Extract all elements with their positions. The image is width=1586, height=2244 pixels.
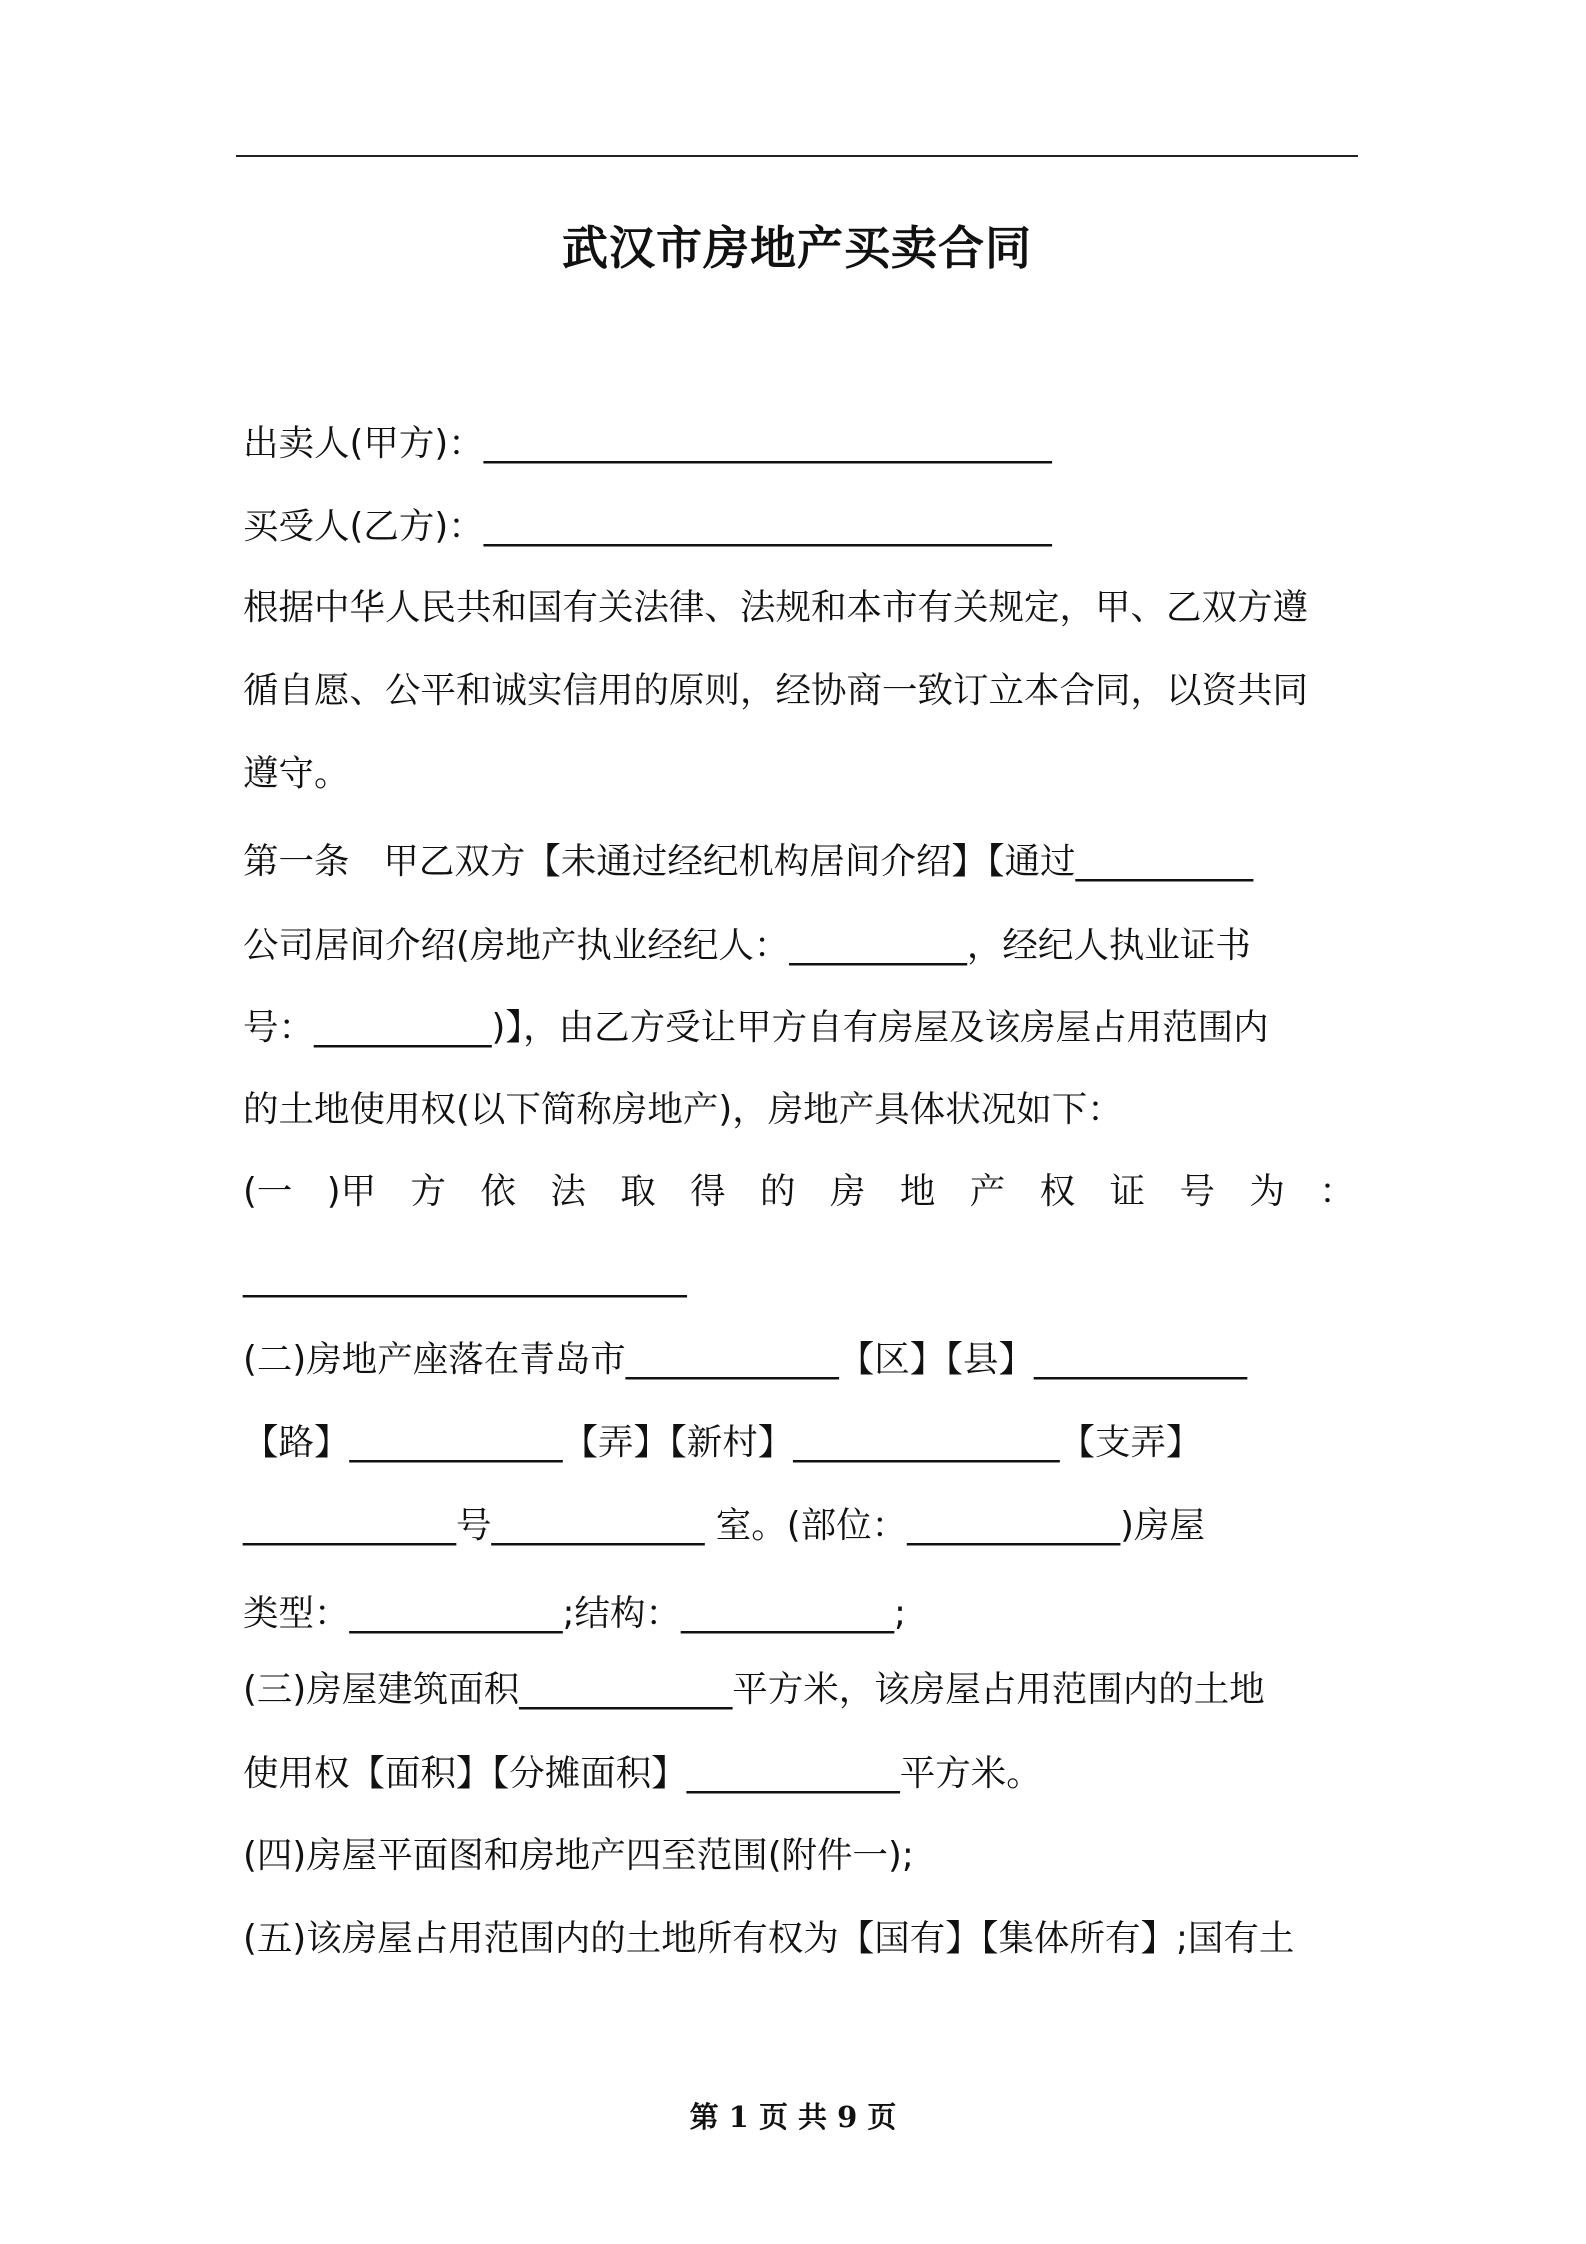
item1-char: ： — [1319, 1171, 1355, 1212]
item3-line-2: 使用权【面积】【分摊面积】____________平方米。 — [243, 1753, 1042, 1794]
item1-char: 权 — [1039, 1171, 1076, 1212]
item1-char: 得 — [690, 1171, 726, 1212]
preamble-line-1: 根据中华人民共和国有关法律、法规和本市有关规定，甲、乙双方遵 — [243, 587, 1309, 628]
page-number: 第 1 页 共 9 页 — [689, 2100, 897, 2134]
item2-line-2: 【路】____________【弄】【新村】_______________【支弄】 — [243, 1422, 1202, 1463]
article1-line-3: 号：__________)】，由乙方受让甲方自有房屋及该房屋占用范围内 — [243, 1007, 1269, 1048]
item1-char: 号 — [1179, 1171, 1215, 1212]
header-rule — [236, 155, 1358, 157]
buyer-line: 买受人(乙方)：________________________________ — [243, 506, 1052, 547]
item1-char: 房 — [829, 1171, 866, 1212]
preamble-line-2: 循自愿、公平和诚实信用的原则，经协商一致订立本合同，以资共同 — [243, 670, 1309, 711]
item1-char: 方 — [410, 1171, 447, 1212]
article1-line-4: 的土地使用权(以下简称房地产)，房地产具体状况如下： — [243, 1089, 1123, 1130]
item1-char: 产 — [969, 1171, 1006, 1212]
item5-line: (五)该房屋占用范围内的土地所有权为【国有】【集体所有】;国有土 — [243, 1918, 1295, 1959]
item1-blank: _________________________ — [243, 1257, 687, 1298]
item4-line: (四)房屋平面图和房地产四至范围(附件一); — [243, 1835, 914, 1876]
article1-line-1: 第一条 甲乙双方【未通过经纪机构居间介绍】【通过__________ — [243, 841, 1254, 882]
item2-line-4: 类型：____________;结构：____________; — [243, 1593, 906, 1634]
article1-line-2: 公司居间介绍(房地产执业经纪人：__________，经纪人执业证书 — [243, 925, 1251, 966]
item1-char: 依 — [480, 1171, 516, 1212]
item3-line-1: (三)房屋建筑面积____________平方米，该房屋占用范围内的土地 — [243, 1669, 1265, 1710]
item2-line-1: (二)房地产座落在青岛市____________【区】【县】____________ — [243, 1339, 1247, 1380]
item1-char: 取 — [620, 1171, 656, 1212]
item1-char: 的 — [760, 1171, 796, 1212]
item1-line — [243, 1168, 1355, 1216]
item1-char: (一 — [243, 1171, 293, 1212]
item1-char: 证 — [1109, 1171, 1146, 1212]
preamble-line-3: 遵守。 — [243, 753, 350, 794]
document-title: 武汉市房地产买卖合同 — [562, 221, 1032, 275]
item1-char: )甲 — [326, 1171, 377, 1212]
item2-line-3: ____________号____________ 室。(部位：____________)房屋 — [243, 1505, 1205, 1546]
item1-char: 法 — [550, 1171, 586, 1212]
item1-char: 地 — [899, 1171, 936, 1212]
seller-line: 出卖人(甲方)：________________________________ — [243, 423, 1052, 464]
item1-char: 为 — [1249, 1171, 1285, 1212]
